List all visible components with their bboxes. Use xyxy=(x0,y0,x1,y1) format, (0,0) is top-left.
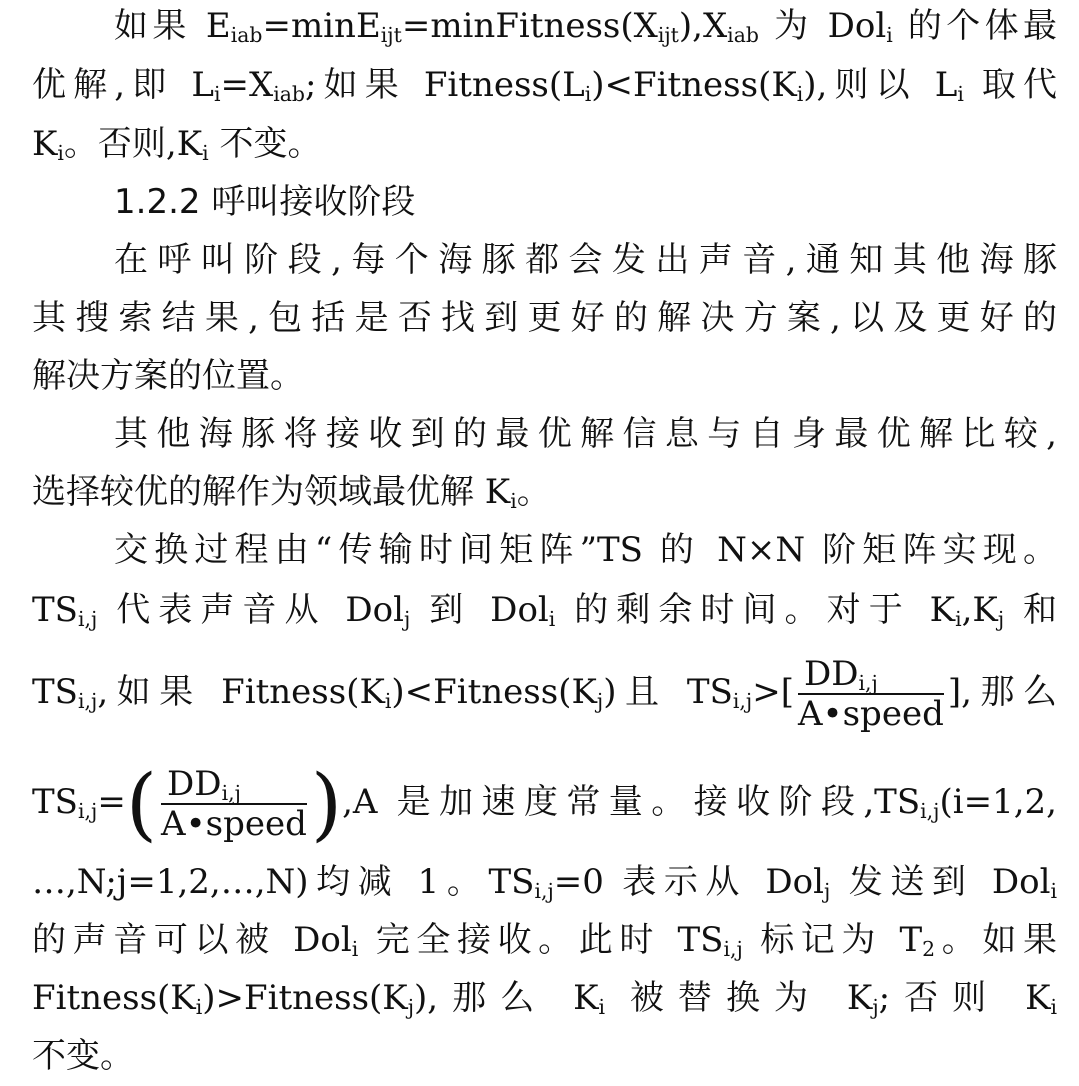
paragraph-2-line-1: 在呼叫阶段,每个海豚都会发出声音,通知其他海豚 xyxy=(114,240,1057,280)
paragraph-1-line-2: 优解,即 $L_i=X_{iab}$;如果 $Fitness(L_i)<Fitness(K_i)$,则以 $L_i$ 取代 xyxy=(32,65,1058,107)
paragraph-4-line-7: $Fitness(K_i)>Fitness(K_j)$,那么 $K_i$ 被替换为 $K_j$;否则 $K_i$ xyxy=(32,978,1058,1020)
paragraph-4-line-1: 交换过程由“传输时间矩阵”TS 的 N×N 阶矩阵实现。 xyxy=(114,530,1057,570)
paragraph-4-line-4: $TS_{i,j}=$( $\frac{DD_{i,j}}{\text{A•speed}}$ ),A 是加速度常量。接收阶段$,TS_{i,j}(i=1,2$, xyxy=(32,757,1057,850)
left-paren: ( xyxy=(125,757,158,850)
paragraph-2-line-3: 解决方案的位置。 xyxy=(32,356,304,396)
paragraph-4-line-3: $TS_{i,j}$,如果 $Fitness(K_i)<Fitness(K_j)$且 $TS_{i,j}>$[ $\frac{DD_{i,j}}{\text{A•speed}}$ ],那么 xyxy=(32,654,1058,734)
section-heading: 1.2.2 呼叫接收阶段 xyxy=(114,182,416,222)
paragraph-4-line-6: 的声音可以被 Dol$_i$ 完全接收。此时 $TS_{i,j}$ 标记为 $T_2$。如果 xyxy=(32,920,1057,962)
paragraph-3-line-1: 其他海豚将接收到的最优解信息与自身最优解比较, xyxy=(114,414,1057,454)
paragraph-3-line-2: 选择较优的解作为领域最优解 $K_i$。 xyxy=(32,472,551,514)
paragraph-2-line-2: 其搜索结果,包括是否找到更好的解决方案,以及更好的 xyxy=(32,298,1057,338)
paragraph-4-line-2: $TS_{i,j}$ 代表声音从 Dol$_j$ 到 Dol$_i$ 的剩余时间。对于 $K_i,K_j$ 和 xyxy=(32,590,1058,632)
fraction-dd-over-speed-2: $\frac{DD_{i,j}}{\text{A•speed}}$ xyxy=(161,764,307,844)
paragraph-4-line-5: …,N;j=1,2,…,N)均减 1。$TS_{i,j}=0$ 表示从 Dol$_j$ 发送到 Dol$_i$ xyxy=(32,862,1057,904)
fraction-dd-over-speed: $\frac{DD_{i,j}}{\text{A•speed}}$ xyxy=(798,654,944,734)
paragraph-4-line-8: 不变。 xyxy=(32,1036,134,1076)
right-paren: ) xyxy=(310,757,343,850)
paragraph-1-line-3: $K_i$。否则$,K_i$ 不变。 xyxy=(32,124,322,166)
paragraph-1-line-1: 如果 $E_{iab}=\min E_{ijt}=minFitness(X_{ijt}),X_{iab}$ 为 Dol$_i$ 的个体最 xyxy=(114,6,1058,48)
